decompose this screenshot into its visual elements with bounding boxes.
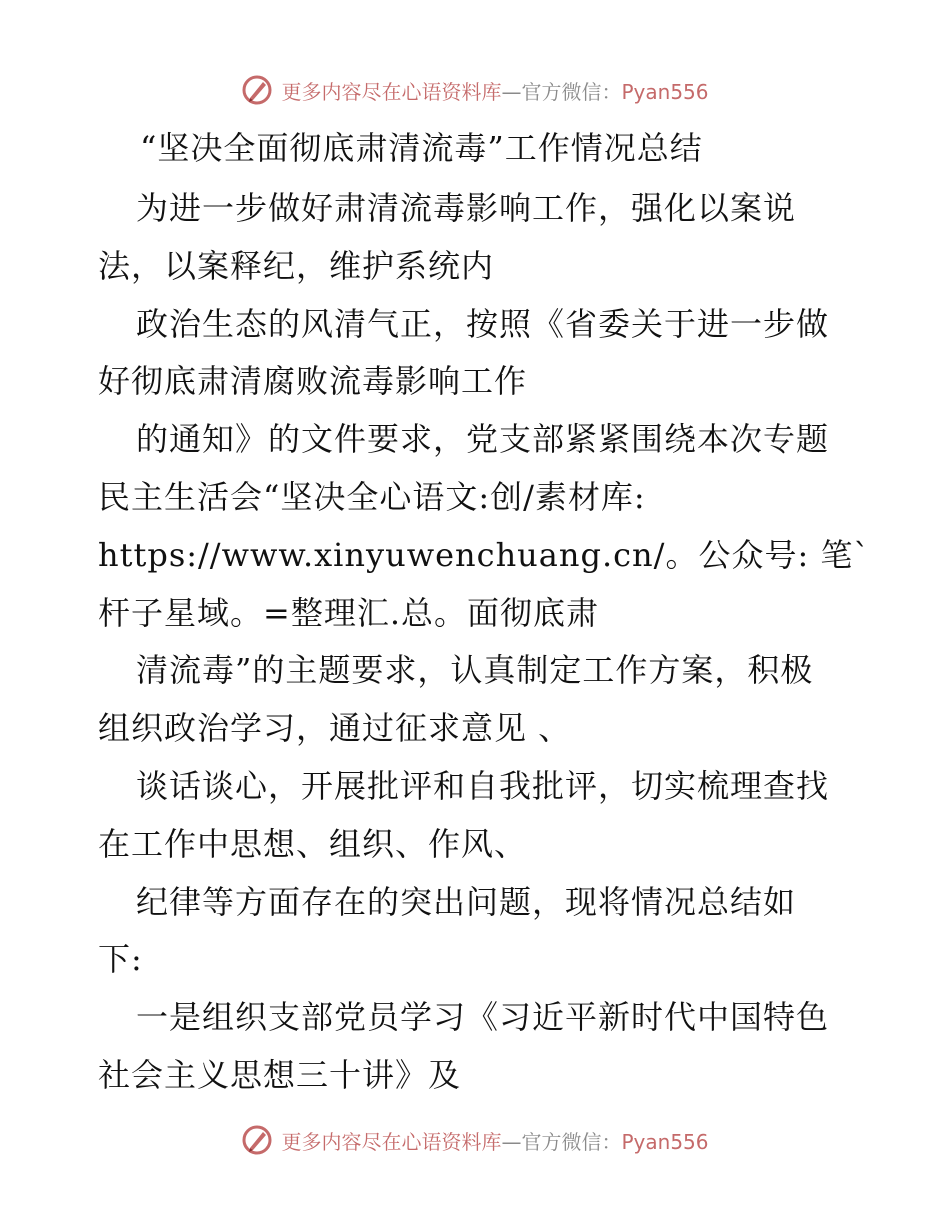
- quill-pen-circle-icon: [241, 74, 273, 106]
- header-banner-handle: Pyan556: [621, 79, 709, 104]
- quill-pen-circle-icon: [241, 1124, 273, 1156]
- page-title: “坚决全面彻底肃清流毒”工作情况总结: [140, 129, 703, 167]
- header-banner: [0, 70, 950, 110]
- header-banner-gray: —官方微信：: [501, 79, 622, 104]
- document-body: [98, 180, 871, 1105]
- header-banner-text: [281, 76, 708, 105]
- body-line-url: https://www.xinyuwenchuang.cn/。公众号: 笔`: [98, 535, 871, 574]
- body-line: 清流毒”的主题要求，认真制定工作方案，积极: [136, 651, 814, 690]
- body-line: 一是组织支部党员学习《习近平新时代中国特色: [136, 998, 830, 1037]
- footer-banner-gray: —官方微信：: [501, 1129, 622, 1154]
- header-banner-red: 更多内容尽在心语资料库: [281, 79, 502, 104]
- body-line: 组织政治学习，通过征求意见 、: [98, 709, 572, 748]
- body-line: 的通知》的文件要求，党支部紧紧围绕本次专题: [136, 420, 830, 459]
- body-line: 社会主义思想三十讲》及: [98, 1055, 462, 1094]
- body-line: 纪律等方面存在的突出问题，现将情况总结如: [136, 882, 797, 921]
- body-line: 为进一步做好肃清流毒影响工作，强化以案说: [136, 189, 797, 227]
- footer-banner-text: [281, 1126, 708, 1155]
- body-line: 谈话谈心，开展批评和自我批评，切实梳理查找: [136, 766, 830, 805]
- body-line: 下:: [98, 940, 143, 979]
- body-line: 民主生活会“坚决全心语文:创/素材库:: [98, 477, 646, 516]
- body-line: 法，以案释纪，维护系统内: [98, 246, 495, 285]
- footer-banner-handle: Pyan556: [621, 1129, 709, 1154]
- footer-banner-red: 更多内容尽在心语资料库: [281, 1129, 502, 1154]
- body-line: 在工作中思想、组织、作风、: [98, 824, 528, 863]
- body-line: 杆子星域。=整理汇.总。面彻底肃: [98, 593, 599, 632]
- body-line: 政治生态的风清气正，按照《省委关于进一步做: [136, 304, 830, 343]
- body-line: 好彻底肃清腐败流毒影响工作: [98, 362, 528, 401]
- footer-banner: [0, 1120, 950, 1160]
